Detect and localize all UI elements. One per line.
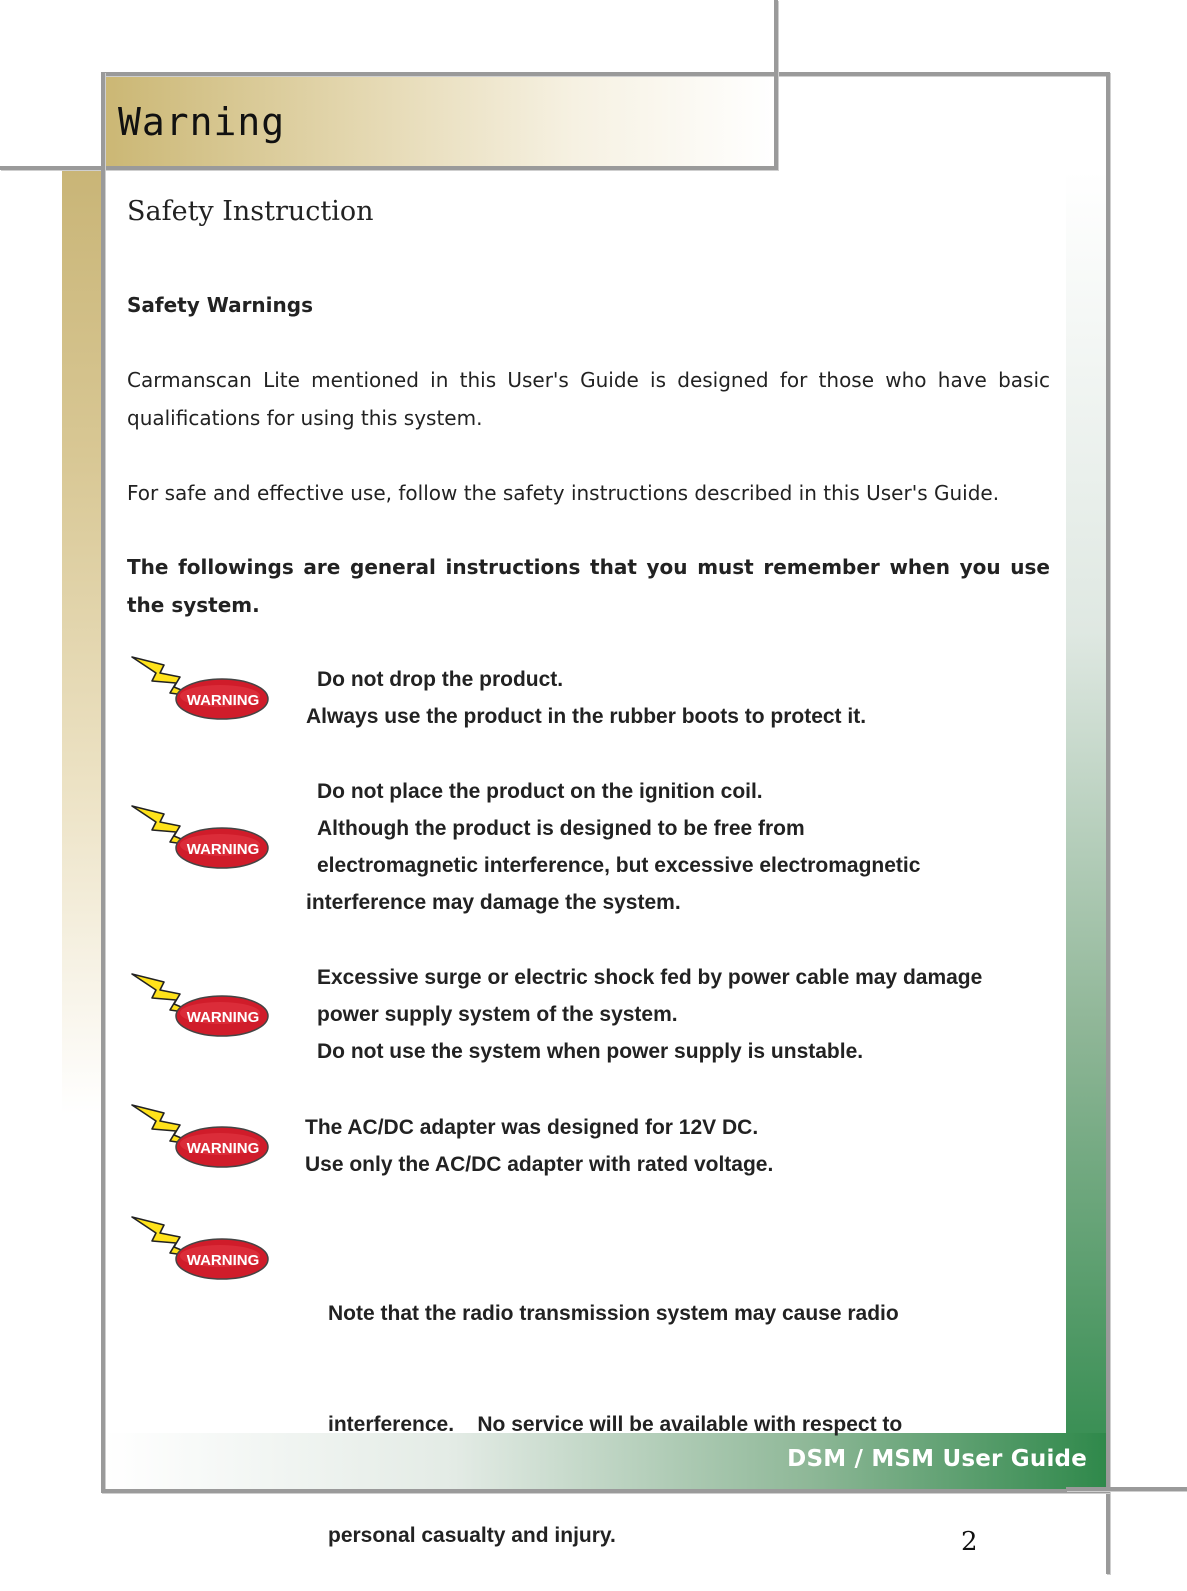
warning-icon xyxy=(130,1101,270,1173)
warning-2-line-2: Although the product is designed to be free from xyxy=(317,817,805,840)
left-gold-strip xyxy=(62,170,104,1115)
warning-3-line-1: Excessive surge or electric shock fed by power cable may damage xyxy=(317,966,983,989)
warning-1-line-2: Always use the product in the rubber boots to protect it. xyxy=(306,705,867,728)
page-title: Warning xyxy=(118,100,286,144)
subheading: Safety Warnings xyxy=(127,293,313,317)
frame-line-header-right xyxy=(774,0,778,170)
warning-icon-label: WARNING xyxy=(186,841,260,858)
warning-4-text xyxy=(305,1109,773,1183)
warning-icon xyxy=(130,1213,270,1285)
warning-3-line-2: power supply system of the system. xyxy=(317,1003,678,1026)
warning-5-line-3: personal casualty and injury. xyxy=(328,1524,616,1547)
warning-3-text xyxy=(317,959,982,1070)
frame-line-top-main xyxy=(101,72,1110,76)
warning-5-line-1: Note that the radio transmission system may cause radio xyxy=(328,1302,899,1325)
warning-3-line-3: Do not use the system when power supply is unstable. xyxy=(317,1040,864,1063)
warning-1-line-1: Do not drop the product. xyxy=(317,668,564,691)
warning-icon xyxy=(130,970,270,1042)
warning-2-text xyxy=(306,773,920,921)
frame-line-right xyxy=(1106,72,1110,1574)
warning-4-line-1: The AC/DC adapter was designed for 12V DC. xyxy=(305,1116,759,1139)
warning-icon xyxy=(130,653,270,725)
warning-1-text xyxy=(306,661,866,735)
warning-icon-label: WARNING xyxy=(186,1252,260,1269)
page-number: 2 xyxy=(961,1527,978,1557)
paragraph-usage: For safe and effective use, follow the safety instructions described in this User's Guide. xyxy=(127,481,1000,505)
warning-4-line-2: Use only the AC/DC adapter with rated voltage. xyxy=(305,1153,774,1176)
warning-2-line-1: Do not place the product on the ignition coil. xyxy=(317,780,763,803)
frame-line-header-bottom xyxy=(0,166,778,170)
warning-2-line-3: electromagnetic interference, but excessive electromagnetic xyxy=(317,854,921,877)
warning-icon xyxy=(130,802,270,874)
section-title: Safety Instruction xyxy=(127,196,374,227)
warning-5-line-2: interference. No service will be available with respect to xyxy=(328,1413,903,1436)
paragraph-general: The followings are general instructions that you must remember when you use the system. xyxy=(127,555,1050,617)
frame-line-bottom-right-tick xyxy=(1066,1487,1187,1491)
right-green-strip xyxy=(1066,170,1108,1490)
warning-icon-label: WARNING xyxy=(186,1140,260,1157)
warning-icon-label: WARNING xyxy=(186,692,260,709)
footer-guide-title: DSM / MSM User Guide xyxy=(787,1446,1087,1472)
frame-line-left xyxy=(101,72,105,1493)
warning-2-line-4: interference may damage the system. xyxy=(306,891,681,914)
warning-icon-label: WARNING xyxy=(186,1009,260,1026)
warning-5-text xyxy=(328,1221,902,1591)
paragraph-intro: Carmanscan Lite mentioned in this User's Guide is designed for those who have basic qualifications for using this system. xyxy=(127,368,1050,430)
